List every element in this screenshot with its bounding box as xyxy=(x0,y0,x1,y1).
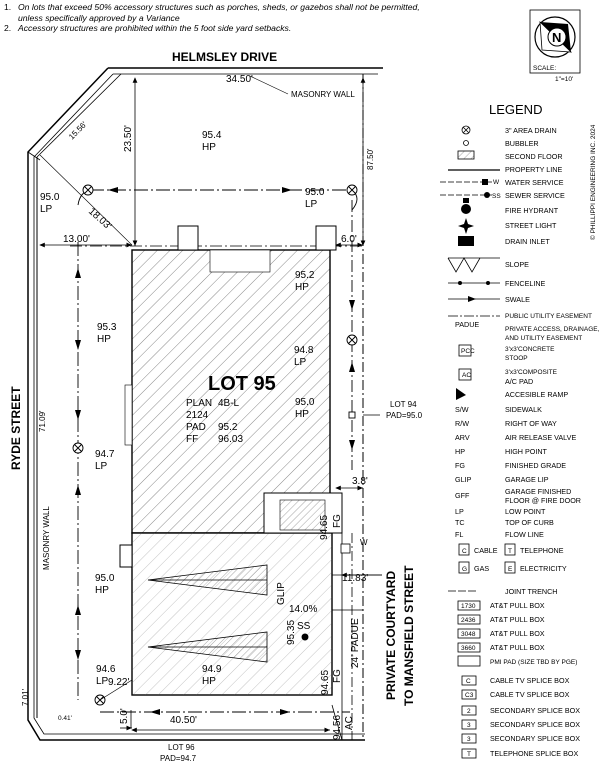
dim-87-50: 87.50' xyxy=(366,148,375,170)
legend-item: DRAIN INLET xyxy=(505,237,550,246)
legend-item: 3'x3'CONCRETE xyxy=(505,346,555,353)
fg-2-value: 94.65 xyxy=(320,669,331,695)
legend-item: PUBLIC UTILITY EASEMENT xyxy=(505,313,592,320)
box-code: 2436 xyxy=(461,617,476,624)
sqft-value: 2124 xyxy=(186,410,209,421)
box-label: CABLE TV SPLICE BOX xyxy=(490,690,570,699)
grade-value: 94.6 xyxy=(96,664,116,675)
dim-5-0: 5.0' xyxy=(119,708,130,724)
dim-13-00: 13.00' xyxy=(63,234,90,245)
legend-rw-code: R/W xyxy=(455,419,469,428)
box-label: AT&T PULL BOX xyxy=(490,629,545,638)
legend-title: LEGEND xyxy=(489,102,543,117)
grade-value: 95.0 xyxy=(95,573,115,584)
ff-value: 96.03 xyxy=(218,434,244,445)
dim-40-50: 40.50' xyxy=(170,715,197,726)
legend-item: GARAGE FINISHED xyxy=(505,487,572,496)
copyright: © PHILLIPPI ENGINEERING INC. 2024 xyxy=(590,124,597,240)
legend-item: WATER SERVICE xyxy=(505,178,564,187)
legend-item: STOOP xyxy=(505,355,528,362)
legend-item: GARAGE LIP xyxy=(505,475,549,484)
note-text: On lots that exceed 50% accessory structures such as porches, sheds, or gazebos shall not be permitted, unless specifically approved by a Variance xyxy=(18,2,420,23)
grade-type: HP xyxy=(97,334,111,345)
legend-glip-code: GLIP xyxy=(455,475,472,484)
grade-type: HP xyxy=(295,409,309,420)
legend xyxy=(440,102,600,758)
legend-gas-label: GAS xyxy=(474,564,490,573)
legend-pcc-code: PCC xyxy=(461,348,475,355)
dim-9-22: 9.22' xyxy=(108,677,130,688)
grade-type: HP xyxy=(95,585,109,596)
glip-value: 95.35 xyxy=(286,619,297,645)
legend-item: RIGHT OF WAY xyxy=(505,419,557,428)
legend-cable-code: C xyxy=(462,548,467,555)
grade-value: 95.0 xyxy=(295,397,315,408)
dim-0-41: 0.41' xyxy=(58,715,72,722)
box-code: 3 xyxy=(467,722,471,729)
ac-value: 94.56 xyxy=(332,714,343,740)
grade-value: 95.2 xyxy=(295,270,315,281)
scale-value: 1"=10' xyxy=(555,76,574,83)
legend-item: FINISHED GRADE xyxy=(505,461,567,470)
grade-type: LP xyxy=(95,461,108,472)
box-label: AT&T PULL BOX xyxy=(490,601,545,610)
fg-1-value: 94.65 xyxy=(319,514,330,540)
dim-34-50: 34.50' xyxy=(226,74,253,85)
box-label: AT&T PULL BOX xyxy=(490,643,545,652)
box-label: SECONDARY SPLICE BOX xyxy=(490,706,581,715)
legend-item: STREET LIGHT xyxy=(505,221,557,230)
notes xyxy=(4,2,424,34)
legend-item: FENCELINE xyxy=(505,279,546,288)
box-code: 3 xyxy=(467,736,471,743)
plan-value: 4B-L xyxy=(218,398,240,409)
legend-item: FIRE HYDRANT xyxy=(505,206,559,215)
lot-94-title: LOT 94 xyxy=(390,400,417,409)
lot-title: LOT 95 xyxy=(208,373,276,395)
street-mansfield: TO MANSFIELD STREET xyxy=(402,565,416,706)
box-label: TELEPHONE SPLICE BOX xyxy=(490,749,579,758)
box-label: CABLE TV SPLICE BOX xyxy=(490,676,570,685)
grade-value: 95.3 xyxy=(97,322,117,333)
legend-item: AIR RELEASE VALVE xyxy=(505,433,577,442)
legend-sw-code: S/W xyxy=(455,405,469,414)
box-label: PMI PAD (SIZE TBD BY PGE) xyxy=(490,659,578,666)
note-num: 1. xyxy=(4,2,12,12)
legend-item: ACCESIBLE RAMP xyxy=(505,390,569,399)
legend-joint-trench: JOINT TRENCH xyxy=(505,587,558,596)
grade-type: HP xyxy=(202,142,216,153)
fg-1-type: FG xyxy=(332,514,343,528)
slope-value: 14.0% xyxy=(289,604,318,615)
legend-item: AND UTILITY EASEMENT xyxy=(505,335,583,342)
box-label: AT&T PULL BOX xyxy=(490,615,545,624)
legend-item: SWALE xyxy=(505,295,530,304)
legend-item: TOP OF CURB xyxy=(505,518,554,527)
legend-lp-code: LP xyxy=(455,507,464,516)
legend-item: SEWER SERVICE xyxy=(505,191,565,200)
grade-type: LP xyxy=(294,357,307,368)
street-courtyard: PRIVATE COURTYARD xyxy=(384,570,398,700)
street-ryde: RYDE STREET xyxy=(9,386,23,470)
box-label: SECONDARY SPLICE BOX xyxy=(490,734,581,743)
legend-item: SLOPE xyxy=(505,260,529,269)
legend-electricity-label: ELECTRICITY xyxy=(520,564,567,573)
legend-item: PROPERTY LINE xyxy=(505,165,563,174)
legend-electricity-code: E xyxy=(508,566,513,573)
legend-padue-code: PADUE xyxy=(455,320,480,329)
legend-item: PRIVATE ACCESS, DRAINAGE, xyxy=(505,326,600,333)
legend-fg-code: FG xyxy=(455,461,465,470)
legend-item: LOW POINT xyxy=(505,507,546,516)
dim-7-01: 7.01' xyxy=(21,688,30,706)
ac-type: AC xyxy=(344,716,355,730)
dim-11-83: 11.83' xyxy=(342,573,369,584)
legend-w-code: W xyxy=(493,179,500,186)
legend-ss-code: SS xyxy=(492,193,501,200)
dim-18-03: 18.03' xyxy=(85,206,114,233)
scale-label: SCALE: xyxy=(533,65,557,72)
pad-label: PAD xyxy=(186,422,206,433)
grade-type: LP xyxy=(305,199,318,210)
legend-item: FLOW LINE xyxy=(505,530,544,539)
note-item xyxy=(4,23,424,34)
legend-ac-code: AC xyxy=(462,372,472,379)
masonry-wall-left-label: MASONRY WALL xyxy=(42,506,51,570)
grade-type: HP xyxy=(295,282,309,293)
legend-item: SIDEWALK xyxy=(505,405,542,414)
pad-value: 95.2 xyxy=(218,422,238,433)
legend-item: 3" AREA DRAIN xyxy=(505,126,557,135)
dim-6-0: 6.0' xyxy=(341,234,357,245)
box-code: 3660 xyxy=(461,645,476,652)
box-code: 2 xyxy=(467,708,471,715)
legend-item: SECOND FLOOR xyxy=(505,152,563,161)
legend-arv-code: ARV xyxy=(455,433,470,442)
legend-tc-code: TC xyxy=(455,518,465,527)
lot-96-pad: PAD=94.7 xyxy=(160,754,197,763)
legend-item: BUBBLER xyxy=(505,139,539,148)
legend-item: HIGH POINT xyxy=(505,447,547,456)
legend-cable-label: CABLE xyxy=(474,546,498,555)
dim-3-8: 3.8' xyxy=(352,476,368,487)
ff-label: FF xyxy=(186,434,199,445)
note-item xyxy=(4,2,424,23)
lot-96-title: LOT 96 xyxy=(168,743,195,752)
note-num: 2. xyxy=(4,23,12,33)
grade-type: LP xyxy=(40,204,53,215)
legend-hp-code: HP xyxy=(455,447,465,456)
plan-label: PLAN xyxy=(186,398,213,409)
note-text: Accessory structures are prohibited within the 5 foot side yard setbacks. xyxy=(18,23,292,33)
dim-71-09: 71.09' xyxy=(38,410,47,432)
box-code: 3048 xyxy=(461,631,476,638)
grade-value: 95.4 xyxy=(202,130,222,141)
grade-type: LP xyxy=(96,676,109,687)
glip-type: GLIP xyxy=(276,582,287,605)
street-helmsley: HELMSLEY DRIVE xyxy=(172,50,278,64)
box-label: SECONDARY SPLICE BOX xyxy=(490,720,581,729)
grade-value: 95.0 xyxy=(40,192,60,203)
grade-value: 94.9 xyxy=(202,664,222,675)
north-arrow xyxy=(530,10,580,83)
dim-24-padue: 24' PADUE xyxy=(350,618,361,668)
box-code: 1730 xyxy=(461,603,476,610)
legend-item: FLOOR @ FIRE DOOR xyxy=(505,496,581,505)
legend-gas-code: G xyxy=(462,566,468,573)
grade-value: 94.8 xyxy=(294,345,314,356)
grade-value: 94.7 xyxy=(95,449,115,460)
legend-gff-code: GFF xyxy=(455,491,470,500)
fg-2-type: FG xyxy=(332,669,343,683)
legend-telephone-label: TELEPHONE xyxy=(520,546,564,555)
legend-fl-code: FL xyxy=(455,530,464,539)
legend-item: A/C PAD xyxy=(505,377,534,386)
box-code: C xyxy=(466,678,471,685)
water-label: W xyxy=(360,538,368,547)
legend-item: 3'x3'COMPOSITE xyxy=(505,369,557,376)
legend-telephone-code: T xyxy=(508,548,512,555)
lot-94-pad: PAD=95.0 xyxy=(386,411,423,420)
grade-type: HP xyxy=(202,676,216,687)
box-code: T xyxy=(467,751,471,758)
grade-value: 95.0 xyxy=(305,187,325,198)
box-code: C3 xyxy=(465,692,474,699)
dim-23-50: 23.50' xyxy=(123,125,134,152)
sewer-label: SS xyxy=(297,621,311,632)
dim-15-56: 15.56' xyxy=(67,119,89,142)
masonry-wall-top-label: MASONRY WALL xyxy=(291,90,355,99)
north-letter: N xyxy=(552,30,562,45)
